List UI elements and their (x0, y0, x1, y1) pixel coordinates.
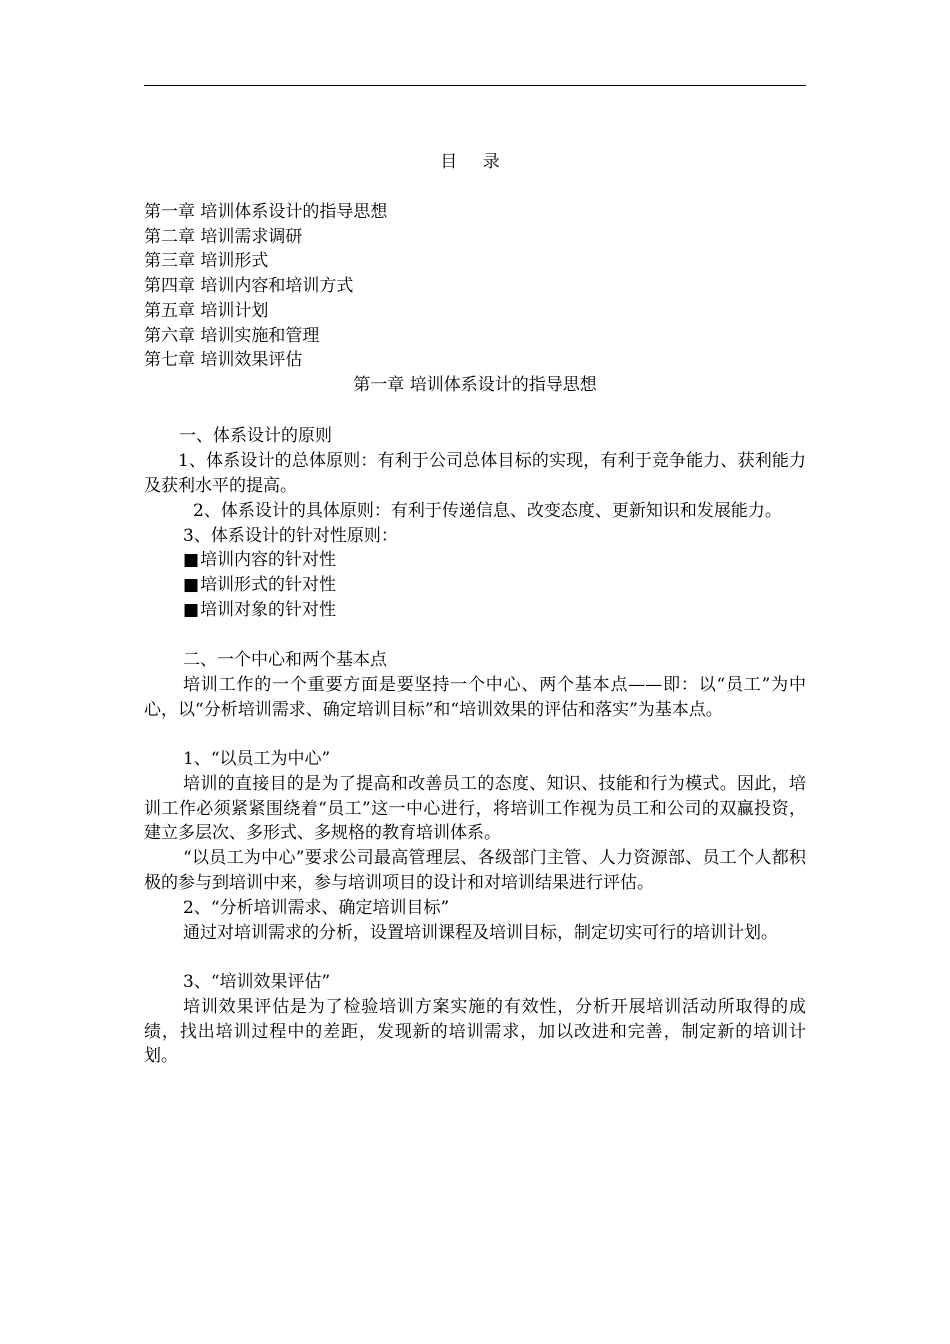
subsection-2-paragraph-1: 通过对培训需求的分析，设置培训课程及培训目标，制定切实可行的培训计划。 (183, 923, 778, 943)
toc-item-1: 第一章 培训体系设计的指导思想 (144, 202, 388, 222)
chapter-1-title: 第一章 培训体系设计的指导思想 (353, 375, 597, 395)
section-1-heading: 一、体系设计的原则 (179, 426, 332, 446)
subsection-3-paragraph-1: 培训效果评估是为了检验培训方案实施的有效性，分析开展培训活动所取得的成绩，找出培训过程中的差距，发现新的培训需求，加以改进和完善，制定新的培训计划。 (144, 997, 806, 1067)
subsection-2-heading: 2、“分析培训需求、确定培训目标” (183, 898, 450, 918)
subsection-1-paragraph-1: 培训的直接目的是为了提高和改善员工的态度、知识、技能和行为模式。因此，培训工作必须紧紧围绕着“员工”这一中心进行，将培训工作视为员工和公司的双赢投资，建立多层次、多形式、多规格的教育培训体系。 (144, 774, 806, 844)
toc-item-3: 第三章 培训形式 (144, 251, 269, 272)
bullet-item-text: 培训内容的针对性 (200, 550, 337, 570)
section-1-paragraph-3: 3、体系设计的针对性原则： (183, 525, 398, 546)
bullet-item-1 (183, 548, 336, 572)
toc-item-7: 第七章 培训效果评估 (144, 350, 303, 371)
toc-item-6: 第六章 培训实施和管理 (144, 325, 320, 346)
section-2-heading: 二、一个中心和两个基本点 (183, 650, 387, 670)
section-1-paragraph-2: 2、体系设计的具体原则：有利于传递信息、改变态度、更新知识和发展能力。 (193, 500, 782, 521)
toc-item-4: 第四章 培训内容和培训方式 (144, 276, 354, 297)
section-1-paragraph-1: 1、体系设计的总体原则：有利于公司总体目标的实现，有利于竞争能力、获利能力及获利水平的提高。 (144, 451, 806, 496)
bullet-item-3 (183, 598, 336, 622)
toc-item-5: 第五章 培训计划 (144, 300, 269, 321)
bullet-item-text: 培训对象的针对性 (200, 599, 337, 620)
subsection-1-paragraph-2: “以员工为中心”要求公司最高管理层、各级部门主管、人力资源部、员工个人都积极的参与到培训中来，参与培训项目的设计和对培训结果进行评估。 (144, 848, 806, 893)
bullet-square-icon: ■ (183, 575, 200, 595)
bullet-item-2 (183, 573, 336, 597)
toc-item-2: 第二章 培训需求调研 (144, 226, 303, 247)
bullet-square-icon: ■ (183, 550, 200, 570)
bullet-item-text: 培训形式的针对性 (200, 575, 337, 595)
toc-title: 目 录 (440, 152, 510, 172)
header-rule (144, 85, 806, 86)
section-2-intro: 培训工作的一个重要方面是要坚持一个中心、两个基本点——即：以“员工”为中心，以“分析培训需求、确定培训目标”和“培训效果的评估和落实”为基本点。 (144, 675, 806, 720)
bullet-square-icon: ■ (183, 599, 200, 620)
subsection-1-heading: 1、“以员工为中心” (183, 749, 331, 769)
subsection-3-heading: 3、“培训效果评估” (183, 972, 331, 992)
